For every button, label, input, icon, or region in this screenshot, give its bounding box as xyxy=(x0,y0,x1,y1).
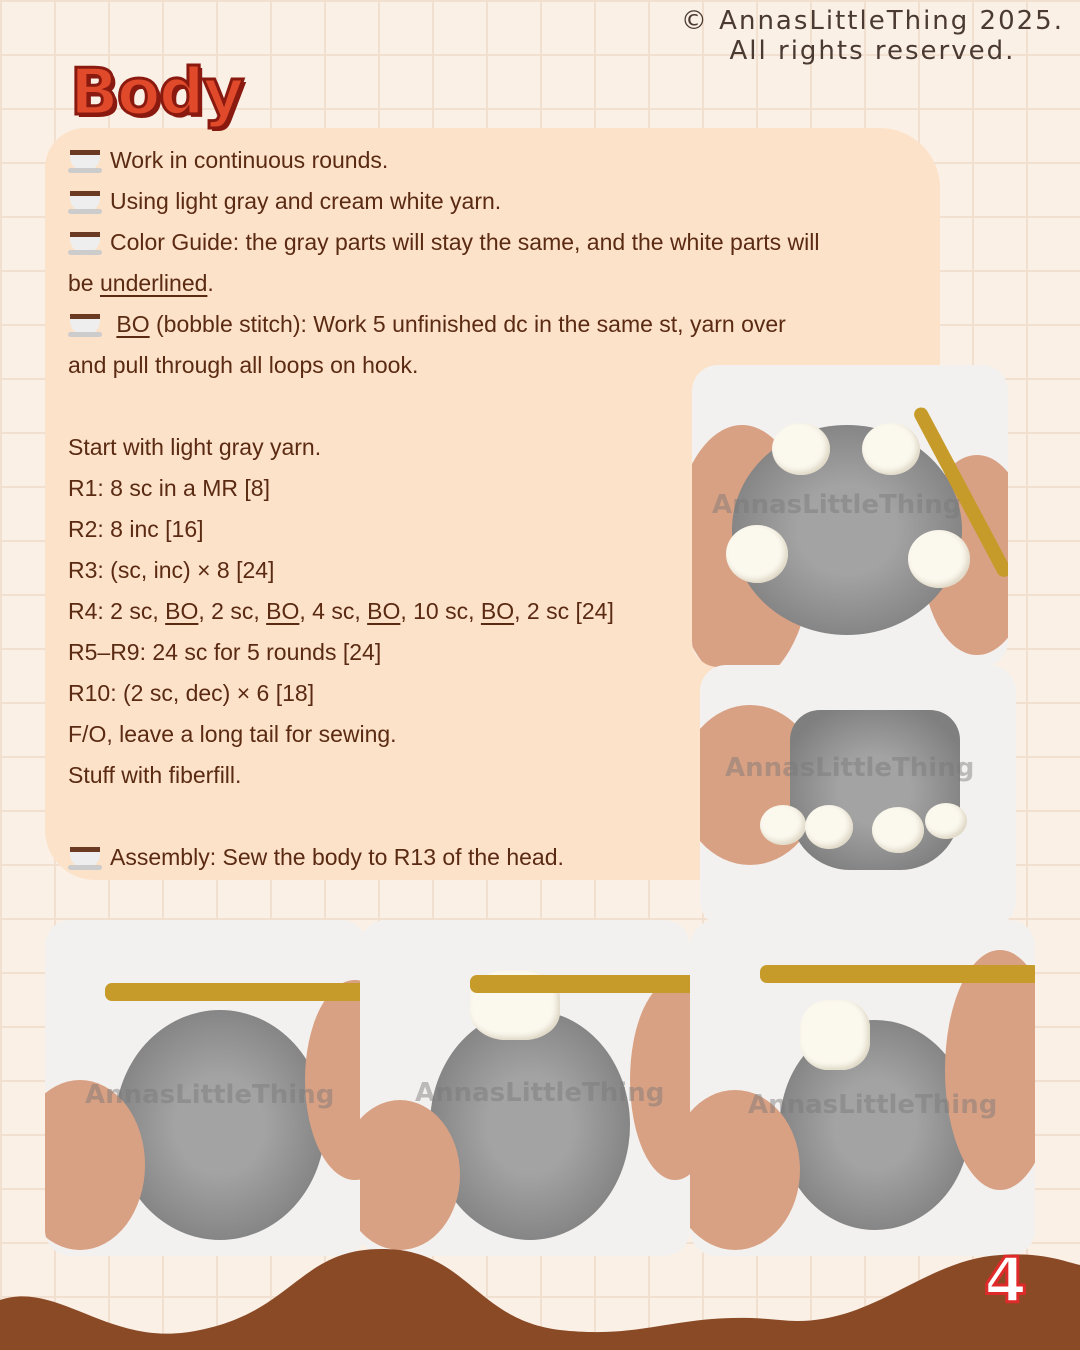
r4-part: , 2 sc [24] xyxy=(514,598,614,624)
watermark: AnnasLittleThing xyxy=(748,1090,998,1120)
copyright-line: © AnnasLittleThing 2025. xyxy=(680,6,1064,36)
note: Work in continuous rounds. xyxy=(110,147,389,173)
photo-step-2 xyxy=(360,920,690,1256)
round-2: R2: 8 inc [16] xyxy=(68,516,204,542)
photo-step-3 xyxy=(690,920,1035,1256)
coffee-cup-icon xyxy=(68,145,102,173)
coffee-cup-icon xyxy=(68,186,102,214)
photo-body-bottom xyxy=(692,365,1008,667)
finish-note: F/O, leave a long tail for sewing. xyxy=(68,721,397,747)
assembly-note: Assembly: Sew the body to R13 of the head. xyxy=(110,844,564,870)
note: Using light gray and cream white yarn. xyxy=(110,188,502,214)
copyright xyxy=(681,6,1064,66)
coffee-cup-icon xyxy=(68,309,102,337)
page-title: Body xyxy=(70,56,243,130)
bobble-term: BO xyxy=(165,598,199,624)
stuff-note: Stuff with fiberfill. xyxy=(68,762,242,788)
note: be xyxy=(68,270,100,296)
bobble-term: BO xyxy=(480,598,515,624)
underlined-term: underlined xyxy=(99,270,208,296)
watermark: AnnasLittleThing xyxy=(725,753,975,783)
bobble-term: BO xyxy=(116,311,150,337)
r4-part: R4: 2 sc, xyxy=(68,598,166,624)
r4-part: , 10 sc, xyxy=(400,598,481,624)
note: and pull through all loops on hook. xyxy=(68,352,419,378)
r4-part: , 2 sc, xyxy=(198,598,267,624)
photo-body-side xyxy=(700,665,1016,927)
bobble-term: BO xyxy=(266,598,300,624)
round-1: R1: 8 sc in a MR [8] xyxy=(68,475,270,501)
watermark: AnnasLittleThing xyxy=(415,1078,665,1108)
r4-part: , 4 sc, xyxy=(299,598,368,624)
coffee-cup-icon xyxy=(68,227,102,255)
punctuation: . xyxy=(207,270,214,296)
bottom-wave-decoration xyxy=(0,1240,1080,1350)
round-3: R3: (sc, inc) × 8 [24] xyxy=(68,557,275,583)
note: Color Guide: the gray parts will stay the same, and the white parts will xyxy=(110,229,820,255)
watermark: AnnasLittleThing xyxy=(712,490,962,520)
round-5-9: R5–R9: 24 sc for 5 rounds [24] xyxy=(68,639,382,665)
start-note: Start with light gray yarn. xyxy=(68,434,322,460)
coffee-cup-icon xyxy=(68,842,102,870)
photo-step-1 xyxy=(45,920,367,1256)
round-10: R10: (2 sc, dec) × 6 [18] xyxy=(68,680,315,706)
note: (bobble stitch): Work 5 unfinished dc in the same st, yarn over xyxy=(149,311,786,337)
bobble-term: BO xyxy=(367,598,401,624)
watermark: AnnasLittleThing xyxy=(85,1080,335,1110)
page-number: 4 xyxy=(984,1244,1028,1317)
copyright-line: All rights reserved. xyxy=(729,36,1016,66)
